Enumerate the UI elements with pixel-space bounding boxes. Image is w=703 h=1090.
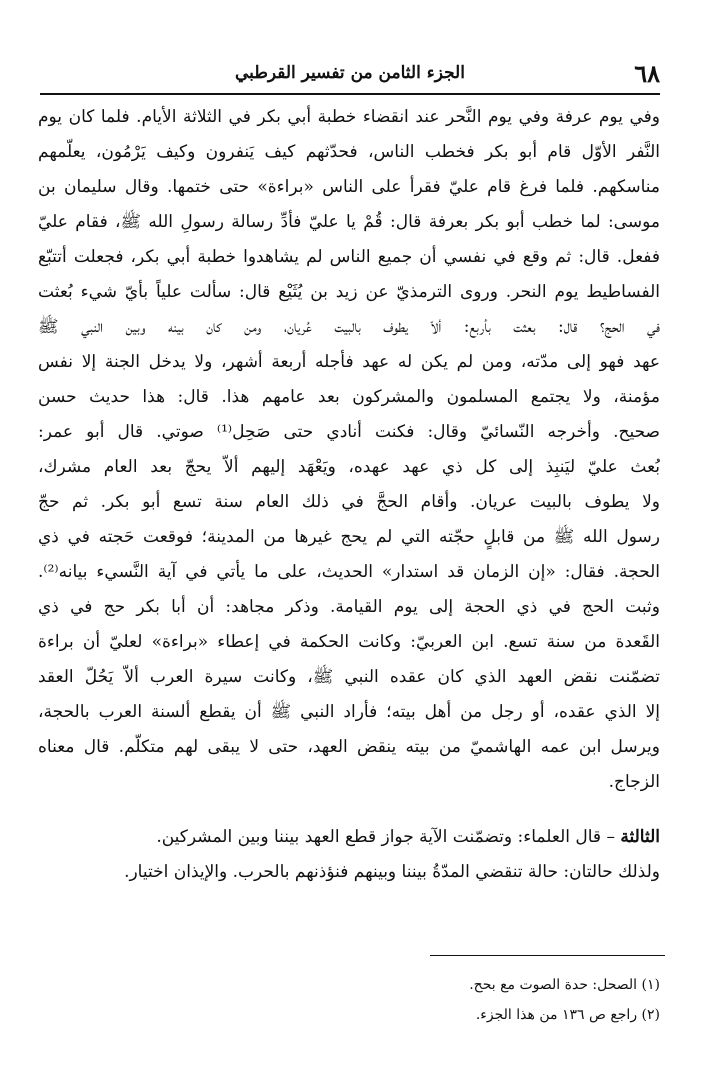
text-line: النَّفر الأوّل قام أبو بكر فخطب الناس، فحدّثهم كيف يَنفرون وكيف يَرْمُون، يعلّمهم (38, 142, 660, 162)
footnotes (300, 970, 660, 1030)
third-point-section (38, 820, 660, 890)
footnote-rule (430, 955, 665, 956)
text-line: عهد فهو إلى مدّته، ومن لم يكن له عهد فأجله أربعة أشهر، ولا يدخل الجنة إلا نفس (38, 352, 660, 372)
text-line: الحجة. فقال: «إن الزمان قد استدار» الحديث، على ما يأتي في آية النَّسيء بيانه⁽²⁾. (38, 562, 660, 582)
text-line: الزجاج. (608, 772, 660, 792)
text-line: تضمّنت نقض العهد الذي كان عقده النبي ﷺ، وكانت سيرة العرب ألاّ يَحُلّ العقد (38, 667, 660, 687)
text-line: إلا الذي عقده، أو رجل من أهل بيته؛ فأراد النبي ﷺ أن يقطع ألسنة العرب بالحجة، (38, 702, 660, 722)
page-header (40, 55, 660, 95)
page-number: ٦٨ (634, 59, 660, 88)
section-line-text: – قال العلماء: وتضمّنت الآية جواز قطع العهد بيننا وبين المشركين. (156, 827, 615, 847)
section-marker: الثالثة (620, 827, 660, 847)
text-line: في الحج؟ قال: بعثت بأربع: ألاّ يطوف بالبيت عُريان، ومن كان بينه وبين النبي ﷺ (38, 317, 660, 337)
text-line: مؤمنة، ولا يجتمع المسلمون والمشركون بعد عامهم هذا. قال: هذا حديث حسن (38, 387, 660, 407)
text-line: ففعل. قال: ثم وقع في نفسي أن جميع الناس لم يشاهدوا خطبة أبي بكر، فجعلت أتتبّع (38, 247, 660, 267)
text-line: رسول الله ﷺ من قابلٍ حجّته التي لم يحج غيرها من المدينة؛ فوقعت حَجته في ذي (38, 527, 660, 547)
text-line: ولذلك حالتان: حالة تنقضي المدّةُ بيننا وبينهم فنؤذنهم بالحرب. والإيذان اختيار. (124, 862, 660, 882)
text-line: ولا يطوف بالبيت عريان. وأقام الحجَّ في ذلك العام سنة تسع أبو بكر. ثم حجّ (38, 492, 660, 512)
text-line: صحيح. وأخرجه النّسائيّ وقال: فكنت أنادي حتى صَحِل⁽¹⁾ صوتي. قال أبو عمر: (38, 422, 660, 442)
text-line: وثبت الحج في ذي الحجة إلى يوم القيامة. وذكر مجاهد: أن أبا بكر حج في ذي (38, 597, 660, 617)
main-text (38, 100, 660, 800)
text-line: وفي يوم عرفة وفي يوم النَّحر عند انقضاء خطبة أبي بكر في الثلاثة الأيام. فلما كان يوم (38, 107, 660, 127)
text-line: ويرسل ابن عمه الهاشميّ من بيته ينقض العهد، حتى لا يبقى لهم متكلّم. قال معناه (38, 737, 660, 757)
text-line: بُعث عليّ ليَنبِذ إلى كل ذي عهد عهده، ويَعْهَد إليهم ألاّ يحجّ بعد العام مشرك، (38, 457, 660, 477)
section-first-line (38, 820, 660, 855)
footnote-2: (٢) راجع ص ١٣٦ من هذا الجزء. (475, 1007, 660, 1023)
header-rule (40, 93, 660, 95)
running-title: الجزء الثامن من تفسير القرطبي (235, 63, 465, 83)
footnote-1: (١) الصحل: حدة الصوت مع بحح. (469, 977, 660, 993)
text-line: موسى: لما خطب أبو بكر بعرفة قال: قُمْ يا عليّ فأدِّ رسالة رسولِ الله ﷺ، فقام عليّ (38, 212, 660, 232)
text-line: الفساطيط يوم النحر. وروى الترمذيّ عن زيد بن يُثَيْع قال: سألت علياً بأيّ شيء بُعثت (38, 282, 660, 302)
text-line: مناسكهم. فلما فرغ قام عليّ فقرأ على الناس «براءة» حتى ختمها. وقال سليمان بن (38, 177, 660, 197)
text-line: القَعدة من سنة تسع. ابن العربيّ: وكانت الحكمة في إعطاء «براءة» لعليّ أن براءة (38, 632, 660, 652)
